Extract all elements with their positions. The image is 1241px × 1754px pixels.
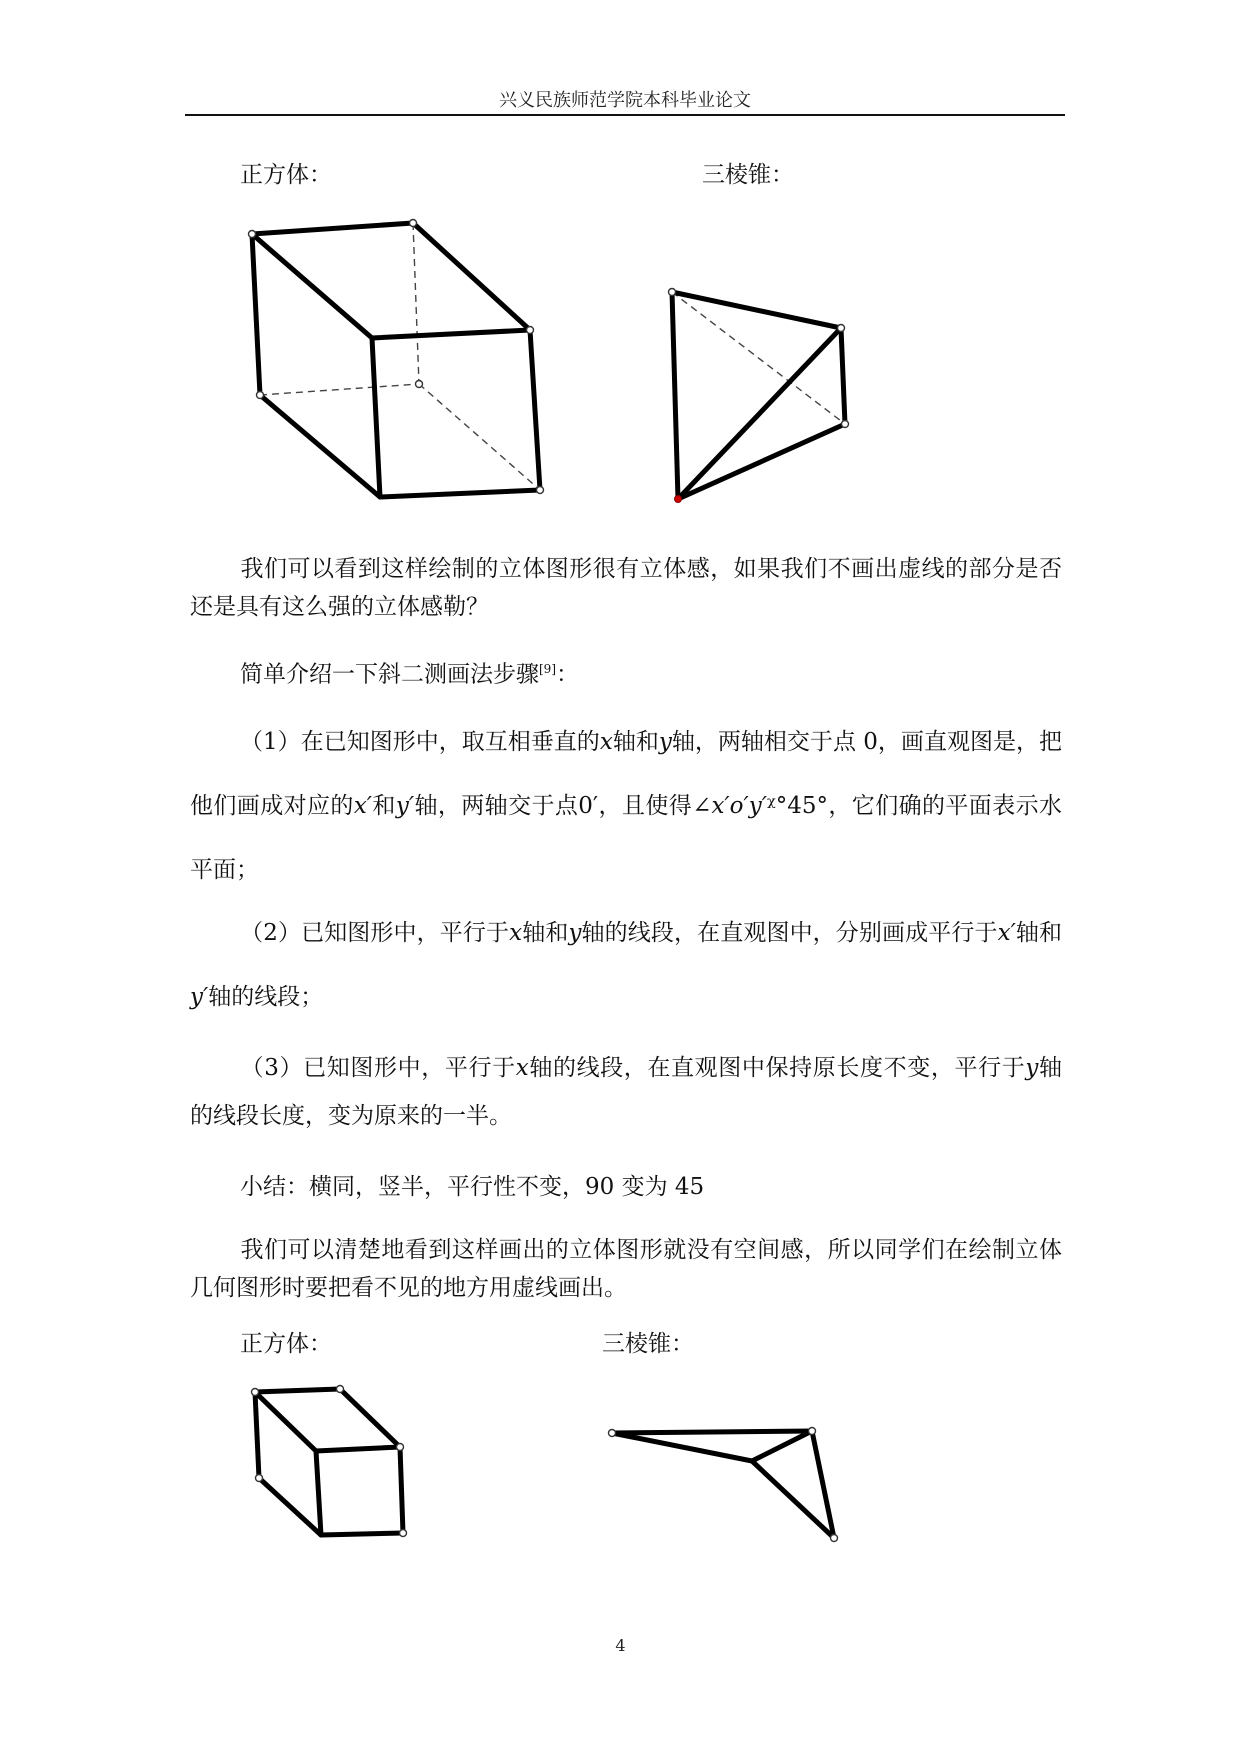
math-symbol: ∠x′o′y′: [692, 793, 767, 819]
hidden-edge: [419, 384, 540, 490]
paragraph-visual-effect: [190, 550, 1062, 626]
step-text: ，它们确的平面表示水平面；: [190, 793, 1063, 883]
paragraph-text: 我们可以清楚地看到这样画出的立体图形就没有空间感，所以同学们在绘制立体几何图形时要把看不见的地方用虚线画出。: [190, 1237, 1062, 1301]
vertex-point: [416, 381, 423, 388]
paragraph-text: 我们可以看到这样绘制的立体图形很有立体感，如果我们不画出虚线的部分是否还是具有这么强的立体感勒？: [190, 556, 1062, 620]
step-text: 轴，两轴交于点: [414, 793, 579, 819]
math-symbol: x: [509, 920, 523, 946]
pyramid-edge: [612, 1431, 812, 1433]
vertex-point: [249, 231, 256, 238]
cube-edge: [252, 234, 260, 395]
vertex-point: [252, 1389, 259, 1396]
vertex-point: [397, 1444, 404, 1451]
citation-marker: [9]: [539, 662, 556, 676]
step-text: 轴，两轴相交于点 0，画直观图是，把他们画成对应的: [190, 729, 1063, 819]
vertex-point: [527, 327, 534, 334]
step-text: 和: [372, 793, 396, 819]
cube-edge: [259, 1447, 403, 1535]
pyramid-label-top: 三棱锥：: [702, 162, 794, 188]
paragraph-text: ：: [556, 661, 579, 688]
step-text: ，且使得: [598, 793, 693, 819]
vertex-point: [609, 1430, 616, 1437]
cube-bottom-drawing: [252, 1386, 407, 1537]
math-symbol: x: [515, 1055, 529, 1081]
vertex-point: [256, 1475, 263, 1482]
paragraph-step-3: [190, 1044, 1062, 1140]
cube-label-top: 正方体：: [240, 162, 332, 188]
math-symbol: y: [1025, 1055, 1039, 1081]
vertex-point: [675, 496, 682, 503]
step-text: （3）已知图形中，平行于: [240, 1055, 516, 1081]
pyramid-edge: [678, 328, 841, 499]
pyramid-edge: [612, 1433, 752, 1461]
cube-edge: [260, 330, 540, 497]
pyramid-label-bottom: 三棱锥：: [602, 1331, 694, 1357]
vertex-point: [809, 1428, 816, 1435]
vertex-point: [669, 289, 676, 296]
cube-top-face: [252, 223, 530, 338]
pyramid-edge: [672, 292, 841, 328]
paragraph-text: 简单介绍一下斜二测画法步骤: [240, 661, 539, 688]
cube-label-bottom: 正方体：: [240, 1331, 332, 1357]
vertex-point: [337, 1386, 344, 1393]
step-text: 轴和: [522, 920, 569, 946]
step-text: 轴和: [612, 729, 659, 755]
math-symbol: y′: [395, 793, 415, 819]
vertex-point: [831, 1535, 838, 1542]
pyramid-top-drawing: [669, 289, 849, 503]
pyramid-edge: [841, 328, 845, 424]
math-symbol: ᵡ°45°: [766, 793, 828, 819]
math-symbol: x′: [997, 920, 1016, 946]
cube-edge: [255, 1392, 259, 1478]
paragraph-step-1: [190, 710, 1062, 902]
cube-edge: [372, 338, 380, 497]
pyramid-bottom-drawing: [609, 1428, 838, 1542]
vertex-point: [400, 1530, 407, 1537]
math-symbol: 0′: [578, 793, 599, 819]
hidden-edge: [260, 384, 419, 395]
math-symbol: y: [658, 729, 672, 755]
step-text: 轴的线段；: [208, 984, 324, 1010]
step-text: （1）在已知图形中，取互相垂直的: [240, 729, 600, 755]
cube-top-face: [255, 1389, 400, 1451]
vertex-point: [842, 421, 849, 428]
cube-edge: [316, 1451, 321, 1535]
math-symbol: y: [568, 920, 582, 946]
step-text: （2）已知图形中，平行于: [240, 920, 510, 946]
step-text: 轴的线段，在直观图中，分别画成平行于: [581, 920, 998, 946]
paragraph-step-2: [190, 901, 1062, 1029]
paragraph-conclusion: [190, 1231, 1062, 1307]
pyramid-edge: [672, 292, 678, 499]
math-symbol: y′: [190, 984, 209, 1010]
step-text: 轴和: [1015, 920, 1063, 946]
vertex-point: [537, 487, 544, 494]
paragraph-intro-steps: [190, 650, 1062, 694]
vertex-point: [838, 325, 845, 332]
page-header-title: 兴义民族师范学院本科毕业论文: [499, 90, 751, 111]
vertex-point: [410, 220, 417, 227]
math-symbol: x: [599, 729, 613, 755]
step-text: 轴的线段，在直观图中保持原长度不变，平行于: [528, 1055, 1026, 1081]
math-symbol: x′: [353, 793, 373, 819]
paragraph-summary: [190, 1168, 1062, 1206]
vertex-point: [257, 392, 264, 399]
step-text: 轴的线段长度，变为原来的一半。: [190, 1055, 1063, 1129]
pyramid-edge: [752, 1431, 812, 1461]
pyramid-edge: [678, 424, 845, 499]
hidden-edge: [413, 223, 419, 384]
cube-top-drawing: [249, 220, 544, 498]
page-number: 4: [615, 1636, 626, 1655]
paragraph-text: 小结：横同，竖半，平行性不变，90 变为 45: [240, 1174, 705, 1200]
